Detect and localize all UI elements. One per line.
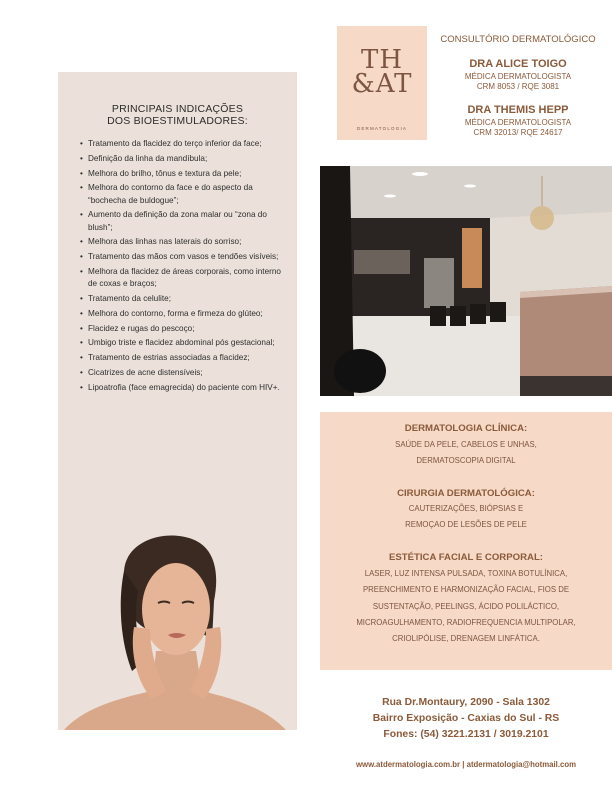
indications-list xyxy=(88,138,292,397)
doctor1-role: MÉDICA DERMATOLOGISTA xyxy=(464,72,572,81)
brand-logo xyxy=(337,26,427,140)
address-street: Rua Dr.Montaury, 2090 - Sala 1302 xyxy=(382,697,550,708)
clinical-title: DERMATOLOGIA CLÍNICA: xyxy=(404,423,528,434)
doctor1-crm: CRM 8053 / RQE 3081 xyxy=(476,82,560,91)
list-item: • Melhora do contorno, forma e firmeza do glúteo; xyxy=(88,308,292,320)
indications-title xyxy=(58,103,297,127)
list-item: • Aumento da definição da zona malar ou “zona do blush”; xyxy=(88,209,292,233)
surgery-title: CIRURGIA DERMATOLÓGICA: xyxy=(397,488,535,499)
list-item: • Tratamento da flacidez do terço inferior da face; xyxy=(88,138,292,150)
list-item: • Tratamento da celulite; xyxy=(88,293,292,305)
indications-title-line2: DOS BIOESTIMULADORES: xyxy=(107,115,248,127)
clinic-name: CONSULTÓRIO DERMATOLÓGICO xyxy=(440,34,596,45)
list-item: • Tratamento de estrias associadas a flacidez; xyxy=(88,352,292,364)
logo-monogram: TH &AT xyxy=(351,45,413,99)
woman-portrait-image xyxy=(64,531,286,730)
list-item: • Melhora das linhas nas laterais do sorriso; xyxy=(88,236,292,248)
website-link[interactable]: www.atdermatologia.com.br xyxy=(355,760,461,769)
aesthetic-title: ESTÉTICA FACIAL E CORPORAL: xyxy=(388,552,544,563)
services-panel xyxy=(320,412,612,670)
list-item: • Melhora da flacidez de áreas corporais, como interno de coxas e braços; xyxy=(88,266,292,290)
clinical-description: SAÚDE DA PELE, CABELOS E UNHAS, DERMATOSCOPIA DIGITAL xyxy=(395,440,537,466)
email-link[interactable]: atdermatologia@hotmail.com xyxy=(466,760,577,769)
list-item: • Melhora do contorno da face e do aspecto da “bochecha de buldogue”; xyxy=(88,182,292,206)
clinic-interior-photo xyxy=(320,166,612,396)
doctor1-name: DRA ALICE TOIGO xyxy=(469,58,567,70)
list-item: • Cicatrizes de acne distensíveis; xyxy=(88,367,292,379)
address-district: Bairro Exposição - Caxias do Sul - RS xyxy=(372,713,560,724)
list-item: • Tratamento das mãos com vasos e tendões visíveis; xyxy=(88,251,292,263)
address-phones: Fones: (54) 3221.2131 / 3019.2101 xyxy=(383,729,549,740)
list-item: • Melhora do brilho, tônus e textura da pele; xyxy=(88,168,292,180)
aesthetic-description: LASER, LUZ INTENSA PULSADA, TOXINA BOTULÍNICA, PREENCHIMENTO E HARMONIZAÇÃO FACIAL, FIOS DE SUSTENTAÇÃO, PEELINGS, ÁCIDO POLILÁCTICO, MICROAGULHAMENTO, RADIOFREQUENCIA MULTIPOLAR, CRIOLIPÓLISE, DRENAGEM LINFÁTICA. xyxy=(356,569,576,644)
list-item: • Lipoatrofia (face emagrecida) do paciente com HIV+. xyxy=(88,382,292,394)
list-item: • Flacidez e rugas do pescoço; xyxy=(88,323,292,335)
list-item: • Definição da linha da mandíbula; xyxy=(88,153,292,165)
contacts-separator: | xyxy=(462,760,465,769)
logo-subtitle: DERMATOLOGIA xyxy=(356,126,408,131)
list-item: • Umbigo triste e flacidez abdominal pós gestacional; xyxy=(88,337,292,349)
doctor2-name: DRA THEMIS HEPP xyxy=(467,104,569,116)
doctor2-role: MÉDICA DERMATOLOGISTA xyxy=(464,118,572,127)
surgery-description: CAUTERIZAÇÕES, BIÓPSIAS E REMOÇAO DE LESÕES DE PELE xyxy=(405,504,527,530)
doctor2-crm: CRM 32013/ RQE 24617 xyxy=(473,128,563,137)
indications-title-line1: PRINCIPAIS INDICAÇÕES xyxy=(111,103,244,115)
contacts-line xyxy=(320,760,612,769)
